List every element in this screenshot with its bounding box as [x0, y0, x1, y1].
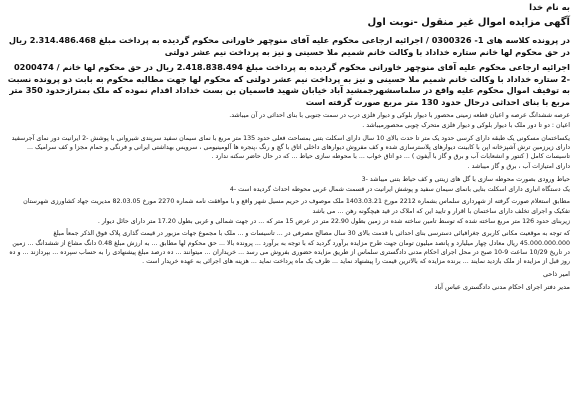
signature-name: امیر ذاحی	[542, 270, 570, 279]
municipality-inquiry-paragraph: مطابق استعلام صورت گرفته از شهرداری سلماس بشماره 2212 مورخ 1403.03.21 ملک موصوف در حریم مسیل شهر واقع و با موافقت نامه شماره 2270 مورخ 82.03.05 مدیریت جهاد کشاورزی شهرستان تفکیک و اجرای تخلف دارای ساختمان با اقرار و تایید این که املاک در قید هیچگونه رهن ... می باشد	[23, 198, 570, 215]
case-1-paragraph: در پرونده کلاسه های 1- 0300326 / اجرائیه ارجاعی محکوم علیه آقای منوچهر خاورانی محکوم گردیده به پرداخت مبلغ 2.314.486.468 ریال در حق محکوم لها خانم ستاره خداداد با وکالت خانم شمیم ملا حسینی و نیز به پرداخت نیم عشر دولتی	[8, 35, 570, 57]
auction-terms-paragraph: که توجه به موقعیت مکانی کاربری جغرافیائی دسترسی بنای احداثی با قدمت بالای 30 سال مصالح مصرفی در ... تاسیسات و ... ملک با مجموع جهات مزبور در قیمت گذاری پلاک فوق الذکر جمعاً مبلغ 45.000.000.000 ریال معادل چهار میلیارد و پانصد میلیون تومان جهت طرح مزایده برآورد گردید که با توجه به برآورد ... پرونده بالا ... حق محکوم لها مطابق ... به ارزش مبلغ 0.48 دانگ مشاع از ششدانگ ... زمین در تاریخ 10/29 ساعت 9-10 صبح در محل اجرای احکام مدنی دادگستری سلماس از طریق مزایده حضوری بفروش می رسد ... خریداران ... میتوانند ... ده درصد مبلغ پیشنهادی را به حساب سپرده ... بپردازند ... و ده روز قبل از مزایده از ملک بازدید نمایند ... برنده مزایده که بالاترین قیمت را پیشنهاد نماید ... ظرف یک ماه پرداخت نماید ... هزینه های اجرائی به عهده خریدار است .	[9, 230, 570, 266]
signature-title: مدیر دفتر اجرای احکام مدنی دادگستری عباس آباد	[434, 283, 570, 292]
building-description-paragraph: یکساختمان مسکونی یک طبقه دارای کرسی حدود یک متر تا حدت بالای 10 سال دارای اسکلت بتنی بمساحت فعلی حدود 135 متر مربع با نمای سیمان سفید سرپندی شیروانی با پوشش -2 ایرانیت دور نمای آجرسفید دارای زیرزمین ترش آشپزخانه اپن با کابینت دیوارهای پلاسترسازی شده و کف مفروش دیوارهای داخلی اتاق با گچ و رنگ ،پنجره ها آلومینیومی ، سرویس بهداشتی ایرانی و فرنگی و حمام مجزا و کف سرامیک ... تاسیسات کامل ( کنتور و انشعابات آب و برق و گاز با آیفون ) ... دو اتاق خواب ... با محوطه سازی حیاط ... که در حال حاضر سکنه ندارد .	[11, 134, 570, 161]
document-title: آگهی مزایده اموال غیر منقول -نوبت اول	[367, 17, 570, 28]
storage-paragraph: یک دستگاه انباری دارای اسکلت بنایی بانمای سیمان سفید و پوشش ایرانیت در قسمت شمال غربی محوطه احداث گردیده است -4	[229, 186, 570, 194]
document-header: به نام خدا	[529, 3, 570, 13]
case-2-paragraph: اجرائیه ارجاعی محکوم علیه آقای منوچهر خاورانی محکوم گردیده به پرداخت مبلغ 2.418.838.494 ریال در حق محکوم لها خانم / 0200474 -2 ستاره خداداد با وکالت خانم شمیم ملا حسینی و نیز به پرداخت نیم عشر دولتی که محکوم لها جهت مطالبه محکوم به بابت دو پرونده نسبت به توقیف اموال محکوم علیه واقع در سلماسشهرجمشید آباد خیابان شهید قاسمیان بن بست خداداد اقدام نموده که ملک بمترازحدود 350 متر مربع با بنای احداثی درحال حدود 130 متر مربع صورت گرفته است	[7, 62, 570, 107]
property-arena-paragraph: عرصه ششدانگ عرصه و اعیان قطعه زمینی محصور با دیوار بلوکی و دیوار فلزی درب در سمت جنوبی با بنای احداثی در آن میباشد.	[229, 112, 570, 119]
yard-paragraph: حیاط ورودی بصورت محوطه سازی با گل های زینتی و کف حیاط بتنی میباشد -3	[361, 175, 570, 183]
area-paragraph: زیربنای حدود 126 متر مربع ساخته شده که توسط تامین ساخته شده در زمین بطول 22.90 متر در عرض 15 متر که ... در جهت شمالی و غربی بطول 17.20 متر دارای حائل دیوار .	[97, 217, 570, 225]
property-building-paragraph: اعیان : دو تا دور ملک با دیوار بلوکی و دیوار فلزی متحرک چوبی محصورمیباشد .	[362, 122, 570, 130]
utilities-paragraph: دارای امتیازات آب ، برق و گاز میباشد .	[467, 163, 570, 171]
